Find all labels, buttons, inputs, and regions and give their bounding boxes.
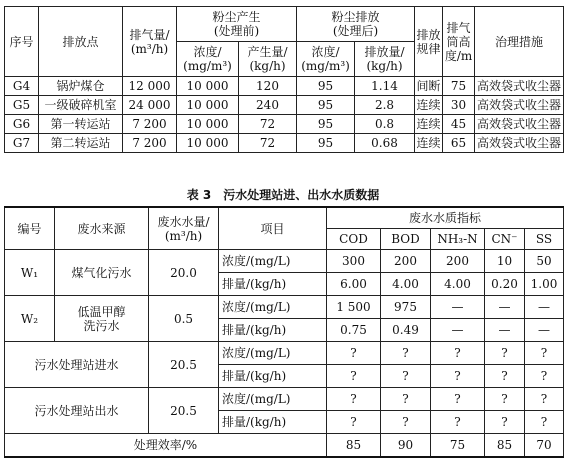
- cell-measure: 高效袋式收尘器: [475, 134, 564, 153]
- cell-nh3: 200: [431, 250, 485, 273]
- cell-bod: 975: [381, 296, 431, 319]
- cell-cn: ?: [485, 342, 525, 365]
- wastewater-table: [4, 206, 564, 458]
- cell-measure: 高效袋式收尘器: [475, 77, 564, 96]
- cell-ss: 50: [525, 250, 564, 273]
- cell-item: 排量/(kg/h): [219, 273, 327, 296]
- cell-measure: 高效袋式收尘器: [475, 96, 564, 115]
- cell-exhaust: 7 200: [123, 115, 177, 134]
- cell-nh3: 4.00: [431, 273, 485, 296]
- cell-nh3: —: [431, 296, 485, 319]
- cell-point: 第一转运站: [39, 115, 123, 134]
- cell-bod: ?: [381, 365, 431, 388]
- cell-prod: 72: [239, 115, 297, 134]
- table-row: [5, 134, 564, 153]
- header-measure: 治理措施: [475, 7, 564, 77]
- cell-bod: 0.49: [381, 319, 431, 342]
- header-no: 序号: [5, 7, 39, 77]
- cell-conc1: 10 000: [177, 115, 239, 134]
- cell-cod: ?: [327, 411, 381, 434]
- cell-cn: ?: [485, 388, 525, 411]
- cell-exhaust: 12 000: [123, 77, 177, 96]
- cell-cn: 0.20: [485, 273, 525, 296]
- table-row: [5, 96, 564, 115]
- cell-ss: ?: [525, 388, 564, 411]
- header-ss: SS: [525, 229, 564, 250]
- cell-point: 一级破碎机室: [39, 96, 123, 115]
- cell-conc2: 95: [297, 115, 355, 134]
- source-line: 煤气化污水: [71, 265, 132, 280]
- cell-prod: 120: [239, 77, 297, 96]
- header-dust-gen: 粉尘产生 (处理前): [177, 7, 297, 42]
- cell-item: 排量/(kg/h): [219, 365, 327, 388]
- header-emit: 排放量/ (kg/h): [355, 42, 415, 77]
- cell-point: 第二转运站: [39, 134, 123, 153]
- cell-emit: 0.8: [355, 115, 415, 134]
- cell-item: 浓度/(mg/L): [219, 342, 327, 365]
- cell-item: 浓度/(mg/L): [219, 388, 327, 411]
- cell-exhaust: 7 200: [123, 134, 177, 153]
- cell-stack: 65: [443, 134, 475, 153]
- cell-bod: ?: [381, 411, 431, 434]
- cell-source: 污水处理站出水: [5, 388, 149, 434]
- cell-exhaust: 24 000: [123, 96, 177, 115]
- cell-bod: ?: [381, 342, 431, 365]
- header-conc2: 浓度/ (mg/m³): [297, 42, 355, 77]
- cell-bod: 4.00: [381, 273, 431, 296]
- cell-nh3: ?: [431, 388, 485, 411]
- cell-volume: 0.5: [149, 296, 219, 342]
- cell-cod: 0.75: [327, 319, 381, 342]
- cell-bod: ?: [381, 388, 431, 411]
- cell-nh3: ?: [431, 342, 485, 365]
- cell-eff-cod: 85: [327, 434, 381, 458]
- source-line: 低温甲醇: [77, 304, 126, 319]
- cell-no: G4: [5, 77, 39, 96]
- cell-conc2: 95: [297, 96, 355, 115]
- cell-volume: 20.0: [149, 250, 219, 296]
- table-row: [5, 388, 564, 411]
- header-nh3: NH₃-N: [431, 229, 485, 250]
- table-caption: 表 3 污水处理站进、出水水质数据: [186, 188, 380, 202]
- cell-cn: —: [485, 296, 525, 319]
- cell-prod: 72: [239, 134, 297, 153]
- table-row: [5, 115, 564, 134]
- cell-cn: ?: [485, 365, 525, 388]
- header-item: 项目: [219, 207, 327, 250]
- cell-conc1: 10 000: [177, 77, 239, 96]
- cell-ss: ?: [525, 342, 564, 365]
- cell-no: G5: [5, 96, 39, 115]
- cell-volume: 20.5: [149, 388, 219, 434]
- cell-source: 污水处理站进水: [5, 342, 149, 388]
- cell-cn: 10: [485, 250, 525, 273]
- cell-ss: 1.00: [525, 273, 564, 296]
- source-line: 洗污水: [83, 318, 120, 333]
- cell-no: G7: [5, 134, 39, 153]
- header-cn: CN⁻: [485, 229, 525, 250]
- header-volume: 废水水量/ (m³/h): [149, 207, 219, 250]
- cell-eff-ss: 70: [525, 434, 564, 458]
- cell-pattern: 连续: [415, 115, 443, 134]
- cell-prod: 240: [239, 96, 297, 115]
- cell-ss: —: [525, 296, 564, 319]
- dust-emission-table: [4, 6, 564, 153]
- cell-cn: —: [485, 319, 525, 342]
- cell-conc1: 10 000: [177, 134, 239, 153]
- cell-conc2: 95: [297, 77, 355, 96]
- cell-source: [55, 296, 149, 342]
- cell-no: G6: [5, 115, 39, 134]
- cell-emit: 1.14: [355, 77, 415, 96]
- cell-cod: 6.00: [327, 273, 381, 296]
- cell-cod: 1 500: [327, 296, 381, 319]
- cell-cod: ?: [327, 342, 381, 365]
- cell-pattern: 连续: [415, 134, 443, 153]
- cell-eff-bod: 90: [381, 434, 431, 458]
- cell-conc2: 95: [297, 134, 355, 153]
- header-source: 废水来源: [55, 207, 149, 250]
- header-cod: COD: [327, 229, 381, 250]
- cell-ss: ?: [525, 411, 564, 434]
- cell-stack: 75: [443, 77, 475, 96]
- table-row: [5, 296, 564, 319]
- cell-cod: ?: [327, 365, 381, 388]
- cell-no: W₁: [5, 250, 55, 296]
- efficiency-row: [5, 434, 564, 458]
- header-indicators: 废水水质指标: [327, 207, 564, 229]
- cell-cn: ?: [485, 411, 525, 434]
- cell-conc1: 10 000: [177, 96, 239, 115]
- cell-nh3: —: [431, 319, 485, 342]
- cell-ss: ?: [525, 365, 564, 388]
- cell-item: 浓度/(mg/L): [219, 250, 327, 273]
- cell-pattern: 连续: [415, 96, 443, 115]
- header-bod: BOD: [381, 229, 431, 250]
- table-row: [5, 77, 564, 96]
- cell-nh3: ?: [431, 411, 485, 434]
- header-exhaust: 排气量/ (m³/h): [123, 7, 177, 77]
- header-conc1: 浓度/ (mg/m³): [177, 42, 239, 77]
- cell-volume: 20.5: [149, 342, 219, 388]
- cell-emit: 0.68: [355, 134, 415, 153]
- cell-measure: 高效袋式收尘器: [475, 115, 564, 134]
- cell-cod: 300: [327, 250, 381, 273]
- cell-nh3: ?: [431, 365, 485, 388]
- header-prod: 产生量/ (kg/h): [239, 42, 297, 77]
- header-point: 排放点: [39, 7, 123, 77]
- cell-item: 排量/(kg/h): [219, 411, 327, 434]
- cell-no: W₂: [5, 296, 55, 342]
- header-pattern: 排放规律: [415, 7, 443, 77]
- cell-cod: ?: [327, 388, 381, 411]
- cell-eff-nh3: 75: [431, 434, 485, 458]
- header-stack: 排气筒高度/m: [443, 7, 475, 77]
- cell-efficiency-label: 处理效率/%: [5, 434, 327, 458]
- header-dust-emit: 粉尘排放 (处理后): [297, 7, 415, 42]
- cell-ss: —: [525, 319, 564, 342]
- cell-stack: 45: [443, 115, 475, 134]
- table-row: [5, 342, 564, 365]
- header-no2: 编号: [5, 207, 55, 250]
- cell-point: 锅炉煤仓: [39, 77, 123, 96]
- table-row: [5, 250, 564, 273]
- cell-emit: 2.8: [355, 96, 415, 115]
- cell-eff-cn: 85: [485, 434, 525, 458]
- cell-item: 排量/(kg/h): [219, 319, 327, 342]
- cell-source: [55, 250, 149, 296]
- cell-pattern: 间断: [415, 77, 443, 96]
- cell-item: 浓度/(mg/L): [219, 296, 327, 319]
- cell-stack: 30: [443, 96, 475, 115]
- cell-bod: 200: [381, 250, 431, 273]
